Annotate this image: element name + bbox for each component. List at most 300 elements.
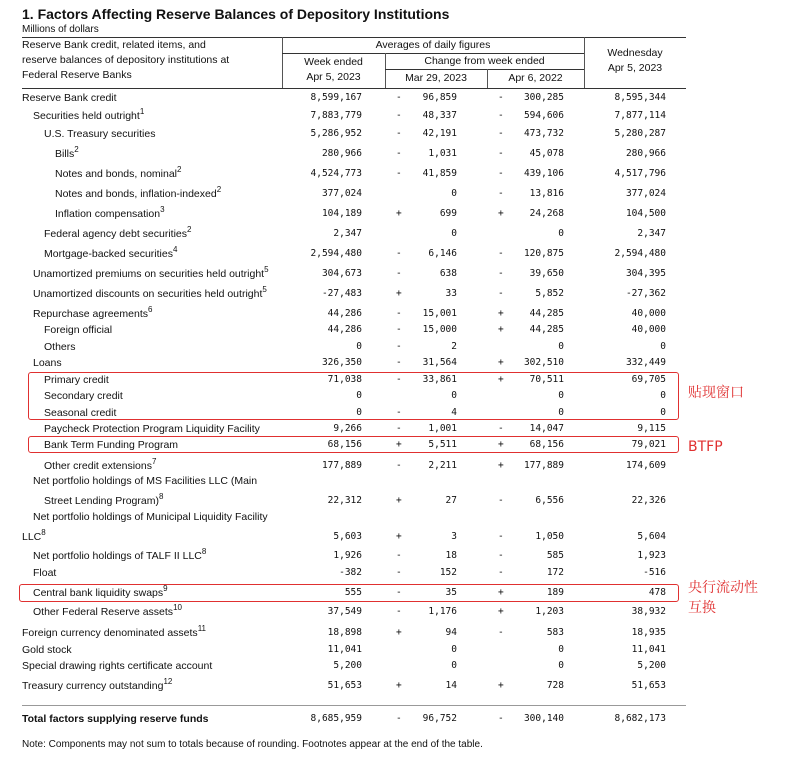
apr6-change: 594,606 <box>523 110 564 121</box>
row-label <box>44 457 157 472</box>
apr6-change: 6,556 <box>535 495 564 506</box>
row-label <box>33 107 145 122</box>
apr6-change: 70,511 <box>529 374 564 385</box>
wednesday-value: 478 <box>648 587 666 598</box>
table-row <box>0 624 787 641</box>
table-row <box>0 472 787 489</box>
mar29-sign: - <box>396 407 402 418</box>
wednesday-value: 174,609 <box>625 460 666 471</box>
row-label-text: Securities held outright <box>33 110 140 122</box>
row-label-text: Other credit extensions <box>44 460 152 472</box>
mar29-change: 48,337 <box>422 110 457 121</box>
apr6-sign: - <box>498 550 504 561</box>
mar29-sign: - <box>396 324 402 335</box>
wednesday-value: -27,362 <box>625 288 666 299</box>
apr6-change: 0 <box>558 407 564 418</box>
mar29-change: 96,859 <box>422 92 457 103</box>
week-avg-value: 104,189 <box>321 208 362 219</box>
apr6-sign: - <box>498 110 504 121</box>
header-week-ended <box>282 55 385 85</box>
week-avg-value: 0 <box>356 407 362 418</box>
apr6-change: 5,852 <box>535 288 564 299</box>
week-avg-value: 71,038 <box>327 374 362 385</box>
mar29-sign: - <box>396 110 402 121</box>
wednesday-value: 4,517,796 <box>614 168 666 179</box>
mar29-sign: - <box>396 148 402 159</box>
wednesday-value: 0 <box>660 341 666 352</box>
btfp-highlight <box>28 436 679 453</box>
footnote-ref: 11 <box>197 624 206 633</box>
week-avg-value: 51,653 <box>327 680 362 691</box>
wednesday-value: 18,935 <box>631 627 666 638</box>
row-label-text: Inflation compensation <box>55 208 161 220</box>
week-avg-value: 18,898 <box>327 627 362 638</box>
apr6-change: 44,285 <box>529 324 564 335</box>
week-avg-value: 8,685,959 <box>310 713 362 724</box>
apr6-change: 473,732 <box>523 128 564 139</box>
apr6-sign: - <box>498 248 504 259</box>
row-label-text: Special drawing rights certificate account <box>22 660 213 672</box>
table-row <box>0 145 787 162</box>
row-label <box>33 305 153 320</box>
mar29-sign: - <box>396 341 402 352</box>
header-desc-line: Federal Reserve Banks <box>22 69 132 81</box>
row-label <box>55 165 182 180</box>
table-row <box>0 107 787 124</box>
wednesday-value: 11,041 <box>631 644 666 655</box>
apr6-change: 585 <box>546 550 564 561</box>
wednesday-value: 9,115 <box>637 423 666 434</box>
row-label <box>22 624 206 639</box>
header-wednesday-line: Wednesday <box>607 47 663 59</box>
row-label <box>22 677 173 692</box>
table-row <box>0 508 787 525</box>
row-label <box>22 644 72 656</box>
mar29-change: 3 <box>451 531 457 542</box>
apr6-change: 177,889 <box>523 460 564 471</box>
wednesday-value: 22,326 <box>631 495 666 506</box>
mar29-change: 33,861 <box>422 374 457 385</box>
week-avg-value: -382 <box>339 567 362 578</box>
header-desc-line: Reserve Bank credit, related items, and <box>22 39 206 51</box>
footnote-ref: 5 <box>262 285 267 294</box>
table-row <box>0 710 787 727</box>
apr6-sign: + <box>498 308 504 319</box>
mar29-sign: - <box>396 550 402 561</box>
swaps-annotation-line: 互换 <box>688 600 716 616</box>
mar29-sign: - <box>396 268 402 279</box>
mar29-change: 5,511 <box>428 439 457 450</box>
mar29-change: 1,001 <box>428 423 457 434</box>
week-avg-value: 555 <box>344 587 362 598</box>
week-avg-value: 177,889 <box>321 460 362 471</box>
row-label-text: Foreign official <box>44 324 113 336</box>
table-row <box>0 338 787 355</box>
apr6-change: 0 <box>558 390 564 401</box>
row-label-text: Foreign currency denominated assets <box>22 627 198 639</box>
wednesday-value: 5,604 <box>637 531 666 542</box>
table-row <box>0 225 787 242</box>
apr6-change: 45,078 <box>529 148 564 159</box>
mar29-change: 638 <box>439 268 457 279</box>
row-label <box>44 225 192 240</box>
apr6-sign: - <box>498 168 504 179</box>
mar29-sign: + <box>396 680 402 691</box>
total-top-rule <box>22 705 686 706</box>
row-label <box>33 547 207 562</box>
row-label <box>55 185 222 200</box>
swaps-highlight <box>19 584 679 602</box>
week-avg-value: 0 <box>356 390 362 401</box>
week-avg-value: 1,926 <box>333 550 362 561</box>
wednesday-value: 8,595,344 <box>614 92 666 103</box>
apr6-sign: - <box>498 531 504 542</box>
row-label-text: Street Lending Program) <box>44 495 159 507</box>
mar29-change: 152 <box>439 567 457 578</box>
row-label-text: Loans <box>33 357 62 369</box>
wednesday-value: 69,705 <box>631 374 666 385</box>
row-label-text: Float <box>33 567 57 579</box>
apr6-sign: - <box>498 713 504 724</box>
row-label <box>55 145 79 160</box>
header-wednesday <box>584 46 686 76</box>
week-avg-value: 0 <box>356 341 362 352</box>
row-label-text: U.S. Treasury securities <box>44 128 156 140</box>
week-avg-value: 44,286 <box>327 324 362 335</box>
wednesday-value: 79,021 <box>631 439 666 450</box>
table-row <box>0 547 787 564</box>
table-subtitle: Millions of dollars <box>22 24 99 35</box>
apr6-sign: - <box>498 92 504 103</box>
table-row <box>0 185 787 202</box>
mar29-change: 33 <box>445 288 457 299</box>
apr6-change: 39,650 <box>529 268 564 279</box>
row-label-text: Bank Term Funding Program <box>44 439 179 451</box>
mar29-change: 6,146 <box>428 248 457 259</box>
mar29-change: 15,000 <box>422 324 457 335</box>
wednesday-value: 280,966 <box>625 148 666 159</box>
apr6-change: 728 <box>546 680 564 691</box>
mar29-change: 699 <box>439 208 457 219</box>
row-label-text: Repurchase agreements <box>33 308 148 320</box>
mar29-change: 2,211 <box>428 460 457 471</box>
apr6-sign: + <box>498 357 504 368</box>
week-avg-value: 5,286,952 <box>310 128 362 139</box>
apr6-change: 300,140 <box>523 713 564 724</box>
mar29-sign: - <box>396 460 402 471</box>
row-label-text: Paycheck Protection Program Liquidity Facility <box>44 423 260 435</box>
apr6-change: 68,156 <box>529 439 564 450</box>
mar29-sign: + <box>396 208 402 219</box>
footnote-ref: 12 <box>163 677 173 686</box>
wednesday-value: 304,395 <box>625 268 666 279</box>
apr6-sign: + <box>498 680 504 691</box>
mar29-change: 4 <box>451 407 457 418</box>
apr6-sign: + <box>498 439 504 450</box>
row-label <box>33 511 268 523</box>
row-label <box>44 324 112 336</box>
mar29-change: 27 <box>445 495 457 506</box>
footnote-ref: 3 <box>160 205 165 214</box>
row-label-text: Central bank liquidity swaps <box>33 587 164 599</box>
row-label-text: Total factors supplying reserve funds <box>22 713 209 725</box>
row-label-text: Federal agency debt securities <box>44 228 187 240</box>
row-label <box>33 285 267 300</box>
wednesday-value: 5,280,287 <box>614 128 666 139</box>
week-avg-value: 4,524,773 <box>310 168 362 179</box>
week-avg-value: 7,883,779 <box>310 110 362 121</box>
week-avg-value: 22,312 <box>327 495 362 506</box>
week-avg-value: 37,549 <box>327 606 362 617</box>
row-label <box>44 492 164 507</box>
footnote-ref: 8 <box>158 492 164 501</box>
apr6-sign: + <box>498 374 504 385</box>
mar29-change: 96,752 <box>422 713 457 724</box>
mar29-change: 14 <box>445 680 457 691</box>
mar29-change: 0 <box>451 644 457 655</box>
mar29-change: 0 <box>451 188 457 199</box>
table-row <box>0 528 787 545</box>
discount-window-highlight <box>28 372 679 420</box>
row-label <box>44 245 178 260</box>
apr6-change: 14,047 <box>529 423 564 434</box>
mar29-sign: - <box>396 423 402 434</box>
footnote-ref: 1 <box>139 107 145 116</box>
table-title: 1. Factors Affecting Reserve Balances of Depository Institutions <box>22 6 450 22</box>
apr6-change: 1,050 <box>535 531 564 542</box>
mar29-sign: - <box>396 357 402 368</box>
row-label-text: Reserve Bank credit <box>22 92 117 104</box>
row-label <box>33 265 269 280</box>
week-avg-value: 377,024 <box>321 188 362 199</box>
mar29-change: 1,031 <box>428 148 457 159</box>
row-label-text: Other Federal Reserve assets <box>33 606 174 618</box>
wednesday-value: 377,024 <box>625 188 666 199</box>
row-label-text: Gold stock <box>22 644 72 656</box>
mar29-sign: + <box>396 495 402 506</box>
header-description <box>22 38 229 83</box>
table-row <box>0 641 787 658</box>
footnote-ref: 2 <box>74 145 79 154</box>
apr6-change: 300,285 <box>523 92 564 103</box>
swaps-annotation-line: 央行流动性 <box>688 580 758 596</box>
apr6-change: 13,816 <box>529 188 564 199</box>
week-avg-value: 11,041 <box>327 644 362 655</box>
table-row <box>0 265 787 282</box>
wednesday-value: -516 <box>643 567 666 578</box>
header-desc-line: reserve balances of depository institutions at <box>22 54 230 66</box>
mar29-sign: + <box>396 439 402 450</box>
mar29-change: 1,176 <box>428 606 457 617</box>
apr6-sign: - <box>498 268 504 279</box>
wednesday-value: 5,200 <box>637 660 666 671</box>
wednesday-value: 8,682,173 <box>614 713 666 724</box>
apr6-change: 439,106 <box>523 168 564 179</box>
week-avg-value: 9,266 <box>333 423 362 434</box>
mar29-change: 94 <box>445 627 457 638</box>
apr6-sign: - <box>498 128 504 139</box>
apr6-change: 24,268 <box>529 208 564 219</box>
mar29-change: 41,859 <box>422 168 457 179</box>
apr6-change: 44,285 <box>529 308 564 319</box>
apr6-sign: - <box>498 627 504 638</box>
header-wednesday-date: Apr 5, 2023 <box>607 62 663 74</box>
table-row <box>0 321 787 338</box>
mar29-change: 35 <box>445 587 457 598</box>
mar29-change: 15,001 <box>422 308 457 319</box>
mar29-change: 0 <box>451 660 457 671</box>
row-label-text: Mortgage-backed securities <box>44 248 173 260</box>
apr6-sign: - <box>498 188 504 199</box>
header-week-ended-line: Week ended <box>304 56 363 68</box>
apr6-change: 120,875 <box>523 248 564 259</box>
change-rule <box>385 69 584 70</box>
mar29-sign: - <box>396 713 402 724</box>
wednesday-value: 1,923 <box>637 550 666 561</box>
mar29-change: 18 <box>445 550 457 561</box>
table-row <box>0 603 787 620</box>
mar29-change: 42,191 <box>422 128 457 139</box>
row-label-text: Primary credit <box>44 374 109 386</box>
wednesday-value: 2,594,480 <box>614 248 666 259</box>
row-label-text: Treasury currency outstanding <box>22 680 164 692</box>
mar29-change: 0 <box>451 390 457 401</box>
table-row <box>0 285 787 302</box>
wednesday-value: 332,449 <box>625 357 666 368</box>
table-row <box>0 564 787 581</box>
mar29-change: 0 <box>451 228 457 239</box>
footnote-ref: 2 <box>177 165 182 174</box>
header-mar29: Mar 29, 2023 <box>405 72 467 84</box>
table-row <box>0 420 787 437</box>
week-avg-value: 44,286 <box>327 308 362 319</box>
discount-window-annotation: 贴现窗口 <box>688 385 744 401</box>
footnote-ref: 8 <box>41 528 46 537</box>
mar29-sign: + <box>396 531 402 542</box>
header-week-ended-date: Apr 5, 2023 <box>306 71 361 83</box>
mar29-sign: + <box>396 627 402 638</box>
mar29-sign: - <box>396 128 402 139</box>
row-label-text: Net portfolio holdings of Municipal Liquidity Facility <box>33 511 268 523</box>
wednesday-value: 0 <box>660 390 666 401</box>
table-row <box>0 677 787 694</box>
week-avg-value: 280,966 <box>321 148 362 159</box>
header-averages: Averages of daily figures <box>375 39 491 51</box>
footnote-ref: 2 <box>187 225 192 234</box>
row-label <box>22 660 212 672</box>
apr6-change: 1,203 <box>535 606 564 617</box>
week-avg-value: 2,347 <box>333 228 362 239</box>
apr6-sign: + <box>498 606 504 617</box>
row-label-text: LLC <box>22 531 42 543</box>
apr6-sign: + <box>498 587 504 598</box>
apr6-sign: - <box>498 148 504 159</box>
row-label-text: Bills <box>55 148 75 160</box>
wednesday-value: 40,000 <box>631 308 666 319</box>
week-avg-value: 304,673 <box>321 268 362 279</box>
mar29-change: 31,564 <box>422 357 457 368</box>
apr6-change: 172 <box>546 567 564 578</box>
row-label <box>33 567 56 579</box>
table-row <box>0 492 787 509</box>
apr6-sign: + <box>498 324 504 335</box>
week-avg-value: 326,350 <box>321 357 362 368</box>
apr6-sign: - <box>498 567 504 578</box>
week-avg-value: 5,603 <box>333 531 362 542</box>
footnote-ref: 8 <box>201 547 207 556</box>
week-avg-value: 68,156 <box>327 439 362 450</box>
apr6-sign: - <box>498 288 504 299</box>
row-label <box>44 423 260 435</box>
mar29-sign: - <box>396 248 402 259</box>
wednesday-value: 0 <box>660 407 666 418</box>
row-label <box>33 357 62 369</box>
row-label-text: Notes and bonds, inflation-indexed <box>55 188 217 200</box>
row-label <box>55 205 165 220</box>
header-apr6: Apr 6, 2022 <box>508 72 563 84</box>
mar29-sign: - <box>396 92 402 103</box>
footnote-ref: 9 <box>163 584 168 593</box>
mar29-sign: - <box>396 308 402 319</box>
footnote-ref: 7 <box>151 457 157 466</box>
row-label-text: Unamortized premiums on securities held outright <box>33 268 265 280</box>
apr6-change: 302,510 <box>523 357 564 368</box>
row-label <box>22 92 117 104</box>
mar29-sign: - <box>396 567 402 578</box>
footnote-ref: 4 <box>172 245 178 254</box>
row-label-text: Secondary credit <box>44 390 123 402</box>
row-label-text: Notes and bonds, nominal <box>55 168 177 180</box>
swaps-annotation <box>688 578 758 618</box>
header-change: Change from week ended <box>424 55 545 67</box>
mar29-sign: - <box>396 606 402 617</box>
wednesday-value: 51,653 <box>631 680 666 691</box>
wednesday-value: 40,000 <box>631 324 666 335</box>
mar29-sign: + <box>396 288 402 299</box>
row-label-text: Net portfolio holdings of TALF II LLC <box>33 550 202 562</box>
row-label-text: Others <box>44 341 76 353</box>
table-row <box>0 165 787 182</box>
row-label <box>44 128 155 140</box>
apr6-change: 583 <box>546 627 564 638</box>
footnote-ref: 5 <box>264 265 269 274</box>
mar29-sign: - <box>396 587 402 598</box>
footnote-ref: 10 <box>173 603 182 612</box>
table-row <box>0 354 787 371</box>
table-row <box>0 205 787 222</box>
mar29-sign: - <box>396 374 402 385</box>
apr6-sign: - <box>498 423 504 434</box>
week-avg-value: 5,200 <box>333 660 362 671</box>
week-avg-value: 2,594,480 <box>310 248 362 259</box>
footnote-ref: 2 <box>216 185 222 194</box>
apr6-sign: + <box>498 208 504 219</box>
footnote-ref: 6 <box>147 305 153 314</box>
table-row <box>0 125 787 142</box>
row-label <box>44 341 76 353</box>
row-label-text: Seasonal credit <box>44 407 117 419</box>
wednesday-value: 38,932 <box>631 606 666 617</box>
row-label-text: Unamortized discounts on securities held outright <box>33 288 263 300</box>
row-label <box>22 713 209 725</box>
apr6-change: 0 <box>558 228 564 239</box>
apr6-sign: - <box>498 495 504 506</box>
wednesday-value: 7,877,114 <box>614 110 666 121</box>
apr6-sign: + <box>498 460 504 471</box>
mar29-sign: - <box>396 168 402 179</box>
table-note: Note: Components may not sum to totals because of rounding. Footnotes appear at the end of the table. <box>22 739 483 750</box>
table-row <box>0 245 787 262</box>
